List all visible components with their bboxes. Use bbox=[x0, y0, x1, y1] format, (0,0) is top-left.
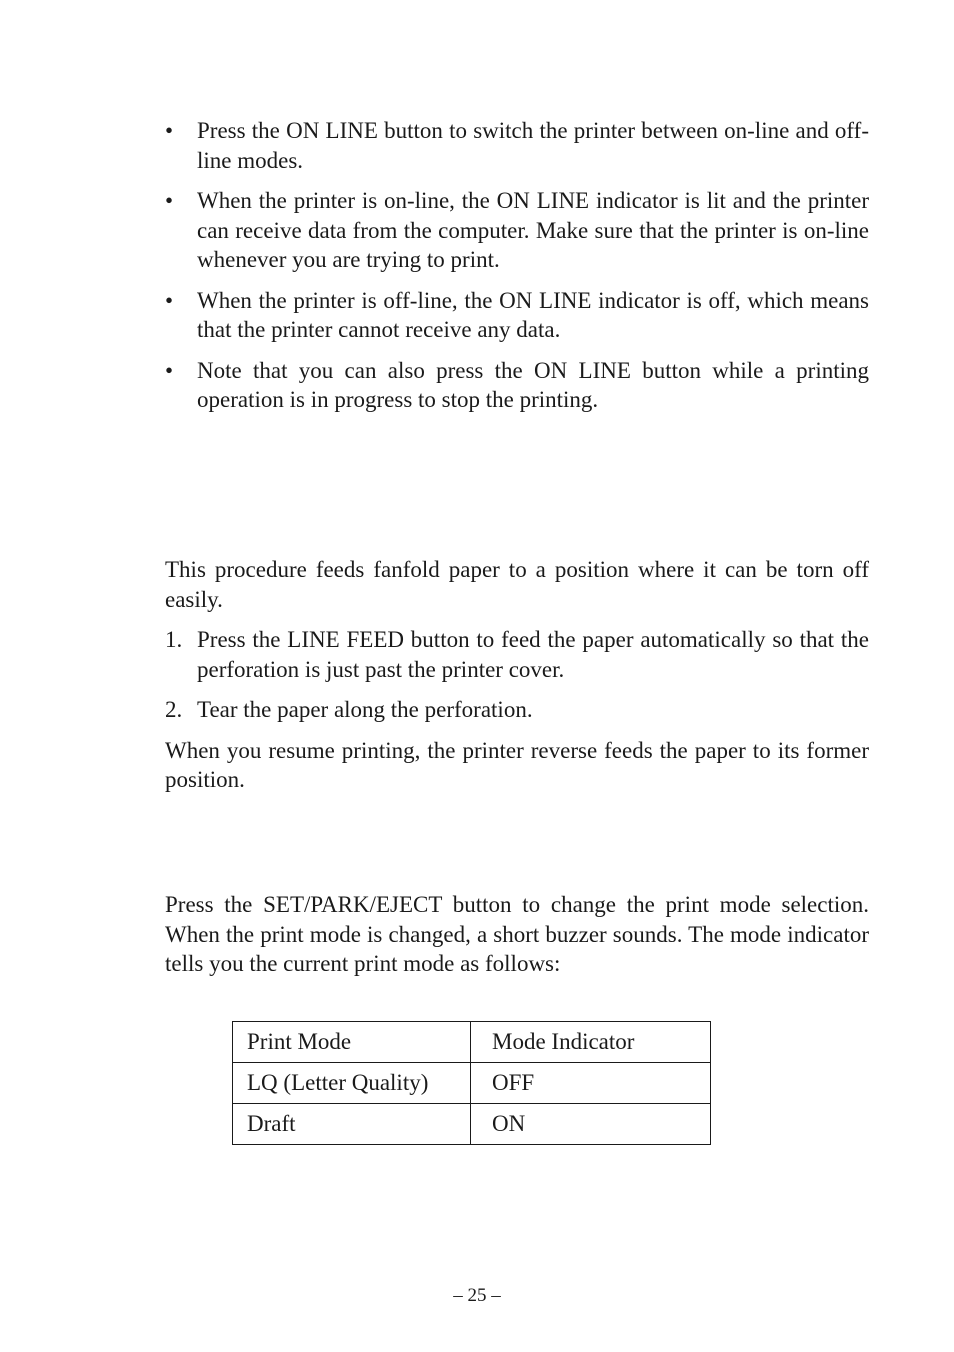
table-cell: ON bbox=[471, 1104, 711, 1145]
bullet-item bbox=[165, 286, 869, 345]
bullet-marker: • bbox=[165, 357, 174, 383]
bullet-marker: • bbox=[165, 188, 174, 213]
bullet-text: When the printer is off-line, the ON LINE indicator is off, which means that the printer cannot receive any data. bbox=[197, 287, 869, 342]
bullet-text: Press the ON LINE button to switch the printer between on-line and off-line modes. bbox=[197, 118, 869, 173]
bullet-text: Note that you can also press the ON LINE button while a printing operation is in progress to stop the printing. bbox=[197, 357, 869, 412]
table-header-row bbox=[233, 1022, 711, 1063]
step-item bbox=[165, 695, 869, 725]
step-number: 1. bbox=[165, 627, 183, 652]
tearoff-section bbox=[165, 555, 869, 795]
step-number: 2. bbox=[165, 697, 183, 722]
bullet-item bbox=[165, 116, 869, 175]
table-header-cell: Mode Indicator bbox=[471, 1022, 711, 1063]
print-mode-table-wrap bbox=[232, 1021, 711, 1145]
table-row bbox=[233, 1063, 711, 1104]
print-mode-intro: Press the SET/PARK/EJECT button to change the print mode selection. When the print mode is changed, a short buzzer sounds. The mode indicator tells you the current print mode as follows: bbox=[165, 892, 869, 976]
table-cell: OFF bbox=[471, 1063, 711, 1104]
table-cell: Draft bbox=[233, 1104, 471, 1145]
step-text: Tear the paper along the perforation. bbox=[197, 697, 533, 722]
bullet-item bbox=[165, 186, 869, 275]
tearoff-outro: When you resume printing, the printer reverse feeds the paper to its former position. bbox=[165, 737, 869, 792]
tearoff-intro: This procedure feeds fanfold paper to a position where it can be torn off easily. bbox=[165, 557, 869, 612]
print-mode-table bbox=[232, 1021, 711, 1145]
table-header-cell: Print Mode bbox=[233, 1022, 471, 1063]
bullet-marker: • bbox=[165, 287, 174, 313]
page-number: – 25 – bbox=[453, 1285, 501, 1306]
online-bullet-list bbox=[165, 116, 869, 415]
table-cell: LQ (Letter Quality) bbox=[233, 1063, 471, 1104]
step-item bbox=[165, 625, 869, 684]
print-mode-section bbox=[165, 890, 869, 979]
bullet-item bbox=[165, 356, 869, 415]
bullet-text: When the printer is on-line, the ON LINE indicator is lit and the printer can receive data from the computer. Make sure that the printer is on-line whenever you are trying to print. bbox=[197, 188, 869, 272]
table-row bbox=[233, 1104, 711, 1145]
step-text: Press the LINE FEED button to feed the paper automatically so that the perforation is just past the printer cover. bbox=[197, 627, 869, 682]
bullet-marker: • bbox=[165, 118, 174, 143]
